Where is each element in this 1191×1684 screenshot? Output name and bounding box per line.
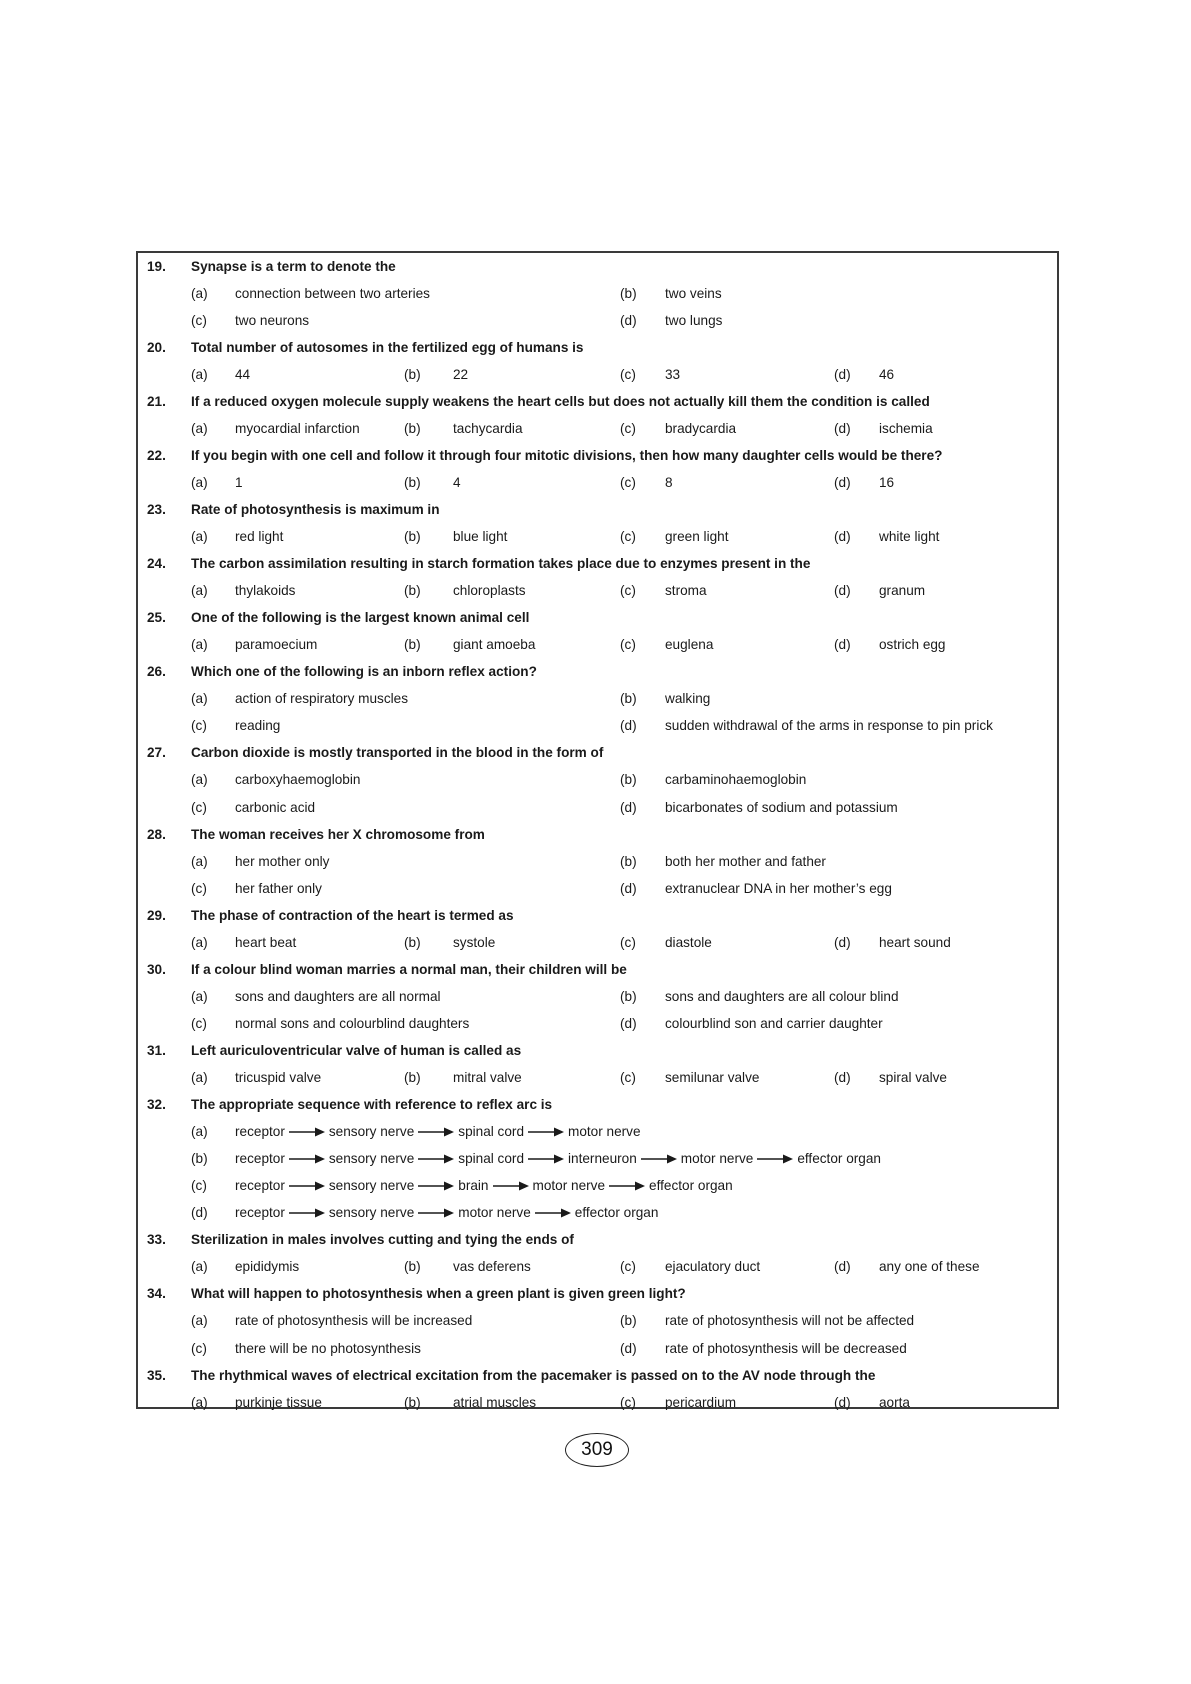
sequence-step: sensory nerve (328, 1205, 415, 1221)
options-row (138, 578, 1057, 604)
option-text: diastole (665, 934, 712, 950)
option-label: (c) (620, 934, 636, 950)
question-text: Rate of photosynthesis is maximum in (191, 501, 440, 517)
option-label: (d) (834, 637, 851, 653)
sequence-step: receptor (235, 1178, 285, 1194)
option-label: (c) (620, 1070, 636, 1085)
option-text: thylakoids (235, 583, 296, 599)
question-row (138, 1092, 1057, 1118)
option-label: (c) (620, 1259, 636, 1275)
option-text: chloroplasts (453, 583, 526, 599)
option-text: sons and daughters are all normal (235, 988, 441, 1004)
option-text: red light (235, 529, 284, 544)
option-label: (a) (191, 529, 208, 544)
option-label: (a) (191, 285, 208, 301)
question-number: 21. (147, 393, 166, 409)
option-text: connection between two arteries (235, 285, 430, 301)
option-label: (c) (191, 718, 207, 734)
question-box (136, 251, 1059, 1409)
options-row (138, 1173, 1057, 1199)
question-number: 23. (147, 501, 166, 517)
option-text: 4 (453, 474, 461, 490)
option-label: (a) (191, 1259, 208, 1275)
option-label: (d) (834, 1070, 851, 1085)
option-label: (a) (191, 934, 208, 950)
option-text: vas deferens (453, 1259, 531, 1275)
options-row (138, 849, 1057, 875)
option-text: colourblind son and carrier daughter (665, 1015, 883, 1031)
options-row (138, 984, 1057, 1010)
option-label: (b) (620, 853, 637, 869)
question-row (138, 1281, 1057, 1307)
option-label: (b) (404, 934, 421, 950)
right-arrow-icon (608, 1173, 646, 1199)
option-label: (d) (834, 583, 851, 599)
option-label: (c) (191, 1178, 207, 1194)
option-text: her mother only (235, 853, 330, 869)
sequence-step: receptor (235, 1124, 285, 1140)
question-text: Carbon dioxide is mostly transported in the blood in the form of (191, 745, 604, 761)
option-label: (d) (191, 1205, 208, 1221)
question-number: 33. (147, 1232, 166, 1248)
question-row (138, 1363, 1057, 1389)
option-text: two veins (665, 285, 722, 301)
option-label: (c) (620, 366, 636, 382)
question-number: 26. (147, 664, 166, 680)
question-number: 25. (147, 610, 166, 626)
options-row (138, 1200, 1057, 1226)
sequence-step: spinal cord (458, 1124, 525, 1140)
question-number: 35. (147, 1367, 166, 1383)
option-label: (a) (191, 988, 208, 1004)
option-label: (a) (191, 853, 208, 869)
sequence-step: motor nerve (568, 1124, 641, 1140)
option-label: (c) (191, 1015, 207, 1031)
options-row (138, 281, 1057, 307)
question-text: The rhythmical waves of electrical excitation from the pacemaker is passed on to the AV node through the (191, 1367, 876, 1383)
question-row (138, 659, 1057, 685)
sequence-step: effector organ (649, 1178, 733, 1194)
option-label: (b) (404, 637, 421, 653)
option-text: extranuclear DNA in her mother’s egg (665, 880, 892, 896)
right-arrow-icon (527, 1146, 565, 1172)
option-text: 46 (879, 366, 895, 382)
option-label: (a) (191, 474, 208, 490)
question-number: 29. (147, 907, 166, 923)
option-label: (b) (191, 1151, 208, 1167)
page-number: 309 (565, 1433, 629, 1467)
option-text: systole (453, 934, 496, 950)
options-row (138, 1336, 1057, 1362)
question-text: Total number of autosomes in the fertilized egg of humans is (191, 339, 584, 355)
reflex-sequence (235, 1200, 658, 1226)
option-text: ejaculatory duct (665, 1259, 761, 1275)
question-row (138, 605, 1057, 631)
reflex-sequence (235, 1119, 641, 1145)
option-label: (d) (834, 420, 851, 436)
sequence-step: receptor (235, 1205, 285, 1221)
option-label: (a) (191, 1070, 208, 1085)
option-label: (b) (404, 366, 421, 382)
option-label: (d) (834, 934, 851, 950)
option-text: two neurons (235, 312, 310, 328)
question-number: 32. (147, 1097, 166, 1113)
option-text: action of respiratory muscles (235, 691, 409, 707)
options-row (138, 1146, 1057, 1172)
question-number: 27. (147, 745, 166, 761)
question-text: Left auriculoventricular valve of human is called as (191, 1042, 522, 1058)
options-row (138, 1065, 1057, 1091)
option-label: (a) (191, 1124, 208, 1140)
options-row (138, 632, 1057, 658)
options-row (138, 795, 1057, 821)
right-arrow-icon (756, 1146, 794, 1172)
right-arrow-icon (417, 1200, 455, 1226)
option-label: (b) (404, 1259, 421, 1275)
option-text: ostrich egg (879, 637, 946, 653)
option-label: (b) (620, 691, 637, 707)
question-row (138, 497, 1057, 523)
options-row (138, 1119, 1057, 1145)
option-label: (c) (620, 420, 636, 436)
question-text: The woman receives her X chromosome from (191, 826, 485, 842)
option-text: euglena (665, 637, 714, 653)
option-text: both her mother and father (665, 853, 826, 869)
options-row (138, 470, 1057, 496)
option-text: rate of photosynthesis will not be affected (665, 1313, 915, 1329)
option-label: (d) (834, 529, 851, 544)
option-label: (b) (620, 772, 637, 788)
right-arrow-icon (640, 1146, 678, 1172)
option-text: semilunar valve (665, 1070, 760, 1085)
option-text: green light (665, 529, 729, 544)
options-row (138, 713, 1057, 739)
option-text: carbaminohaemoglobin (665, 772, 807, 788)
option-label: (a) (191, 366, 208, 382)
option-label: (c) (620, 637, 636, 653)
option-label: (d) (620, 880, 637, 896)
option-label: (c) (191, 799, 207, 815)
question-number: 34. (147, 1286, 166, 1302)
option-text: epididymis (235, 1259, 300, 1275)
option-label: (d) (834, 474, 851, 490)
option-label: (d) (834, 1394, 851, 1410)
option-label: (d) (620, 718, 637, 734)
option-label: (d) (620, 799, 637, 815)
option-text: purkinje tissue (235, 1394, 322, 1410)
right-arrow-icon (288, 1146, 326, 1172)
option-text: sudden withdrawal of the arms in response to pin prick (665, 718, 993, 734)
option-label: (b) (620, 1313, 637, 1329)
option-label: (a) (191, 1394, 208, 1410)
option-label: (a) (191, 1313, 208, 1329)
option-label: (b) (404, 420, 421, 436)
option-label: (b) (404, 1394, 421, 1410)
question-number: 31. (147, 1042, 166, 1058)
options-row (138, 1254, 1057, 1280)
option-label: (d) (620, 1015, 637, 1031)
question-row (138, 551, 1057, 577)
options-row (138, 767, 1057, 793)
question-text: If a colour blind woman marries a normal man, their children will be (191, 961, 627, 977)
option-label: (b) (404, 474, 421, 490)
option-text: her father only (235, 880, 322, 896)
option-label: (c) (191, 1340, 207, 1356)
option-text: two lungs (665, 312, 723, 328)
option-text: there will be no photosynthesis (235, 1340, 421, 1356)
option-text: mitral valve (453, 1070, 522, 1085)
option-text: 22 (453, 366, 469, 382)
option-label: (c) (191, 880, 207, 896)
question-text: Synapse is a term to denote the (191, 258, 396, 274)
option-text: giant amoeba (453, 637, 536, 653)
sequence-step: motor nerve (532, 1178, 606, 1194)
right-arrow-icon (417, 1173, 455, 1199)
option-text: tachycardia (453, 420, 523, 436)
question-row (138, 389, 1057, 415)
question-number: 19. (147, 258, 166, 274)
sequence-step: sensory nerve (328, 1178, 415, 1194)
right-arrow-icon (417, 1119, 455, 1145)
option-text: ischemia (879, 420, 933, 436)
right-arrow-icon (288, 1119, 326, 1145)
right-arrow-icon (288, 1200, 326, 1226)
option-text: tricuspid valve (235, 1070, 322, 1085)
question-row (138, 1038, 1057, 1064)
option-text: carbonic acid (235, 799, 316, 815)
option-text: 33 (665, 366, 681, 382)
question-number: 30. (147, 961, 166, 977)
sequence-step: receptor (235, 1151, 285, 1167)
question-row (138, 740, 1057, 766)
right-arrow-icon (417, 1146, 455, 1172)
option-text: bicarbonates of sodium and potassium (665, 799, 898, 815)
option-text: white light (879, 529, 940, 544)
sequence-step: motor nerve (680, 1151, 754, 1167)
option-label: (b) (404, 529, 421, 544)
question-text: What will happen to photosynthesis when a green plant is given green light? (191, 1286, 686, 1302)
option-label: (a) (191, 637, 208, 653)
option-text: spiral valve (879, 1070, 947, 1085)
option-text: 8 (665, 474, 673, 490)
question-row (138, 254, 1057, 280)
options-row (138, 1308, 1057, 1334)
question-text: Sterilization in males involves cutting and tying the ends of (191, 1232, 574, 1248)
question-text: If you begin with one cell and follow it through four mitotic divisions, then how many daughter cells would be there? (191, 447, 943, 463)
option-text: granum (879, 583, 926, 599)
options-row (138, 686, 1057, 712)
option-label: (a) (191, 583, 208, 599)
question-row (138, 443, 1057, 469)
right-arrow-icon (492, 1173, 530, 1199)
option-text: normal sons and colourblind daughters (235, 1015, 470, 1031)
option-text: bradycardia (665, 420, 737, 436)
option-label: (a) (191, 772, 208, 788)
options-row (138, 1390, 1057, 1416)
question-number: 22. (147, 447, 166, 463)
question-text: The carbon assimilation resulting in starch formation takes place due to enzymes present in the (191, 556, 811, 572)
option-text: aorta (879, 1394, 910, 1410)
option-text: sons and daughters are all colour blind (665, 988, 899, 1004)
option-label: (c) (620, 474, 636, 490)
option-text: myocardial infarction (235, 420, 360, 436)
option-label: (a) (191, 420, 208, 436)
question-text: The appropriate sequence with reference to reflex arc is (191, 1097, 553, 1113)
sequence-step: effector organ (574, 1205, 659, 1221)
option-label: (b) (620, 988, 637, 1004)
option-label: (d) (620, 1340, 637, 1356)
option-text: pericardium (665, 1394, 737, 1410)
option-label: (b) (404, 1070, 421, 1085)
option-label: (b) (404, 583, 421, 599)
option-label: (c) (620, 583, 636, 599)
option-label: (b) (620, 285, 637, 301)
sequence-step: sensory nerve (328, 1124, 415, 1140)
options-row (138, 930, 1057, 956)
options-row (138, 308, 1057, 334)
question-text: The phase of contraction of the heart is termed as (191, 907, 514, 923)
option-text: stroma (665, 583, 707, 599)
option-text: rate of photosynthesis will be decreased (665, 1340, 907, 1356)
option-label: (c) (620, 529, 636, 544)
option-text: walking (665, 691, 711, 707)
right-arrow-icon (534, 1200, 572, 1226)
sequence-step: interneuron (568, 1151, 637, 1167)
option-label: (c) (191, 312, 207, 328)
reflex-sequence (235, 1173, 733, 1199)
options-row (138, 416, 1057, 442)
question-row (138, 1227, 1057, 1253)
options-row (138, 524, 1057, 550)
sequence-step: motor nerve (458, 1205, 531, 1221)
option-label: (d) (834, 1259, 851, 1275)
options-row (138, 362, 1057, 388)
question-text: If a reduced oxygen molecule supply weakens the heart cells but does not actually kill them the condition is called (191, 393, 930, 409)
options-row (138, 1011, 1057, 1037)
option-text: 16 (879, 474, 895, 490)
sequence-step: brain (458, 1178, 489, 1194)
question-text: Which one of the following is an inborn reflex action? (191, 664, 537, 680)
option-label: (d) (834, 366, 851, 382)
question-number: 20. (147, 339, 166, 355)
sequence-step: effector organ (797, 1151, 881, 1167)
option-label: (c) (620, 1394, 636, 1410)
question-number: 24. (147, 556, 166, 572)
option-label: (d) (620, 312, 637, 328)
option-text: blue light (453, 529, 508, 544)
options-row (138, 876, 1057, 902)
option-text: rate of photosynthesis will be increased (235, 1313, 473, 1329)
option-text: any one of these (879, 1259, 980, 1275)
question-row (138, 957, 1057, 983)
option-text: heart sound (879, 934, 951, 950)
question-row (138, 903, 1057, 929)
right-arrow-icon (288, 1173, 326, 1199)
sequence-step: sensory nerve (328, 1151, 415, 1167)
question-row (138, 822, 1057, 848)
question-row (138, 335, 1057, 361)
question-text: One of the following is the largest known animal cell (191, 610, 530, 626)
option-text: paramoecium (235, 637, 318, 653)
option-text: heart beat (235, 934, 297, 950)
right-arrow-icon (527, 1119, 565, 1145)
option-text: 1 (235, 474, 243, 490)
option-label: (a) (191, 691, 208, 707)
question-number: 28. (147, 826, 166, 842)
option-text: carboxyhaemoglobin (235, 772, 361, 788)
option-text: reading (235, 718, 281, 734)
reflex-sequence (235, 1146, 881, 1172)
option-text: 44 (235, 366, 251, 382)
sequence-step: spinal cord (458, 1151, 525, 1167)
option-text: atrial muscles (453, 1394, 537, 1410)
